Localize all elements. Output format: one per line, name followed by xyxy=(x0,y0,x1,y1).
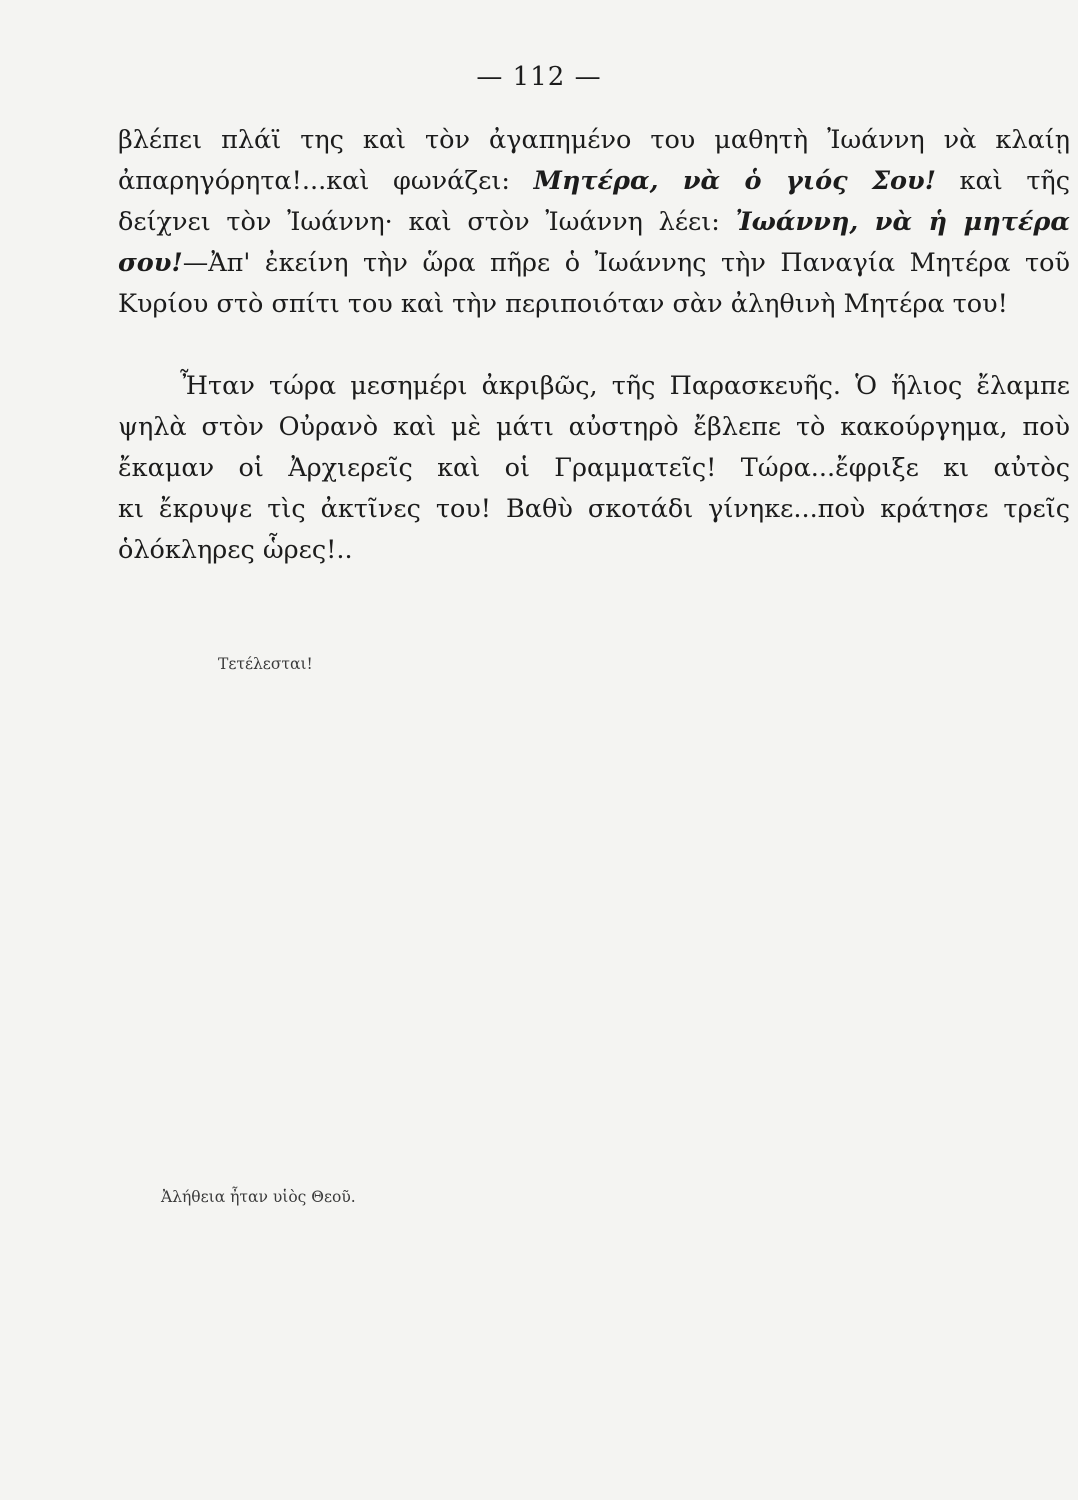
margin-note-son-of-god: Ἀλήθεια ἦταν υἱὸς Θεοῦ. xyxy=(161,1188,356,1206)
margin-note-tetelestai: Τετέλεσται! xyxy=(218,655,313,673)
paragraph-mary-john xyxy=(118,120,1070,325)
emphasis-text: Ἰωάννη, νὰ ἡ μητέρα xyxy=(735,207,1070,237)
text-segment: κι ἔκρυψε τὶς ἀκτῖνες του! Βαθὺ σκοτάδι γίνηκε...ποὺ κράτησε τρεῖς xyxy=(118,494,1070,524)
text-segment: Κυρίου στὸ σπίτι του καὶ τὴν περιποιόταν σὰν ἀληθινὴ Μητέρα του! xyxy=(118,289,1008,319)
text-segment: —Ἀπ' ἐκείνη τὴν ὥρα πῆρε ὁ Ἰωάννης τὴν Παναγία Μητέρα τοῦ xyxy=(182,248,1070,278)
text-segment: ψηλὰ στὸν Οὐρανὸ καὶ μὲ μάτι αὐστηρὸ ἔβλεπε τὸ κακούργημα, ποὺ xyxy=(118,412,1070,442)
text-segment: Ἦταν τώρα μεσημέρι ἀκριβῶς, τῆς Παρασκευῆς. Ὁ ἥλιος ἔλαμπε xyxy=(180,371,1070,401)
text-line xyxy=(118,202,1070,243)
text-line xyxy=(118,120,1070,161)
text-line xyxy=(118,366,1070,407)
text-segment: ἔκαμαν οἱ Ἀρχιερεῖς καὶ οἱ Γραμματεῖς! Τώρα...ἔφριξε κι αὐτὸς xyxy=(118,453,1070,483)
page-number: — 112 — xyxy=(476,62,602,92)
emphasis-text: Μητέρα, νὰ ὁ γιός Σου! xyxy=(533,166,936,196)
text-line xyxy=(118,489,1070,530)
emphasis-text: σου! xyxy=(118,248,183,278)
text-line xyxy=(118,284,1070,325)
paragraph-noon-darkness xyxy=(118,366,1070,571)
text-line xyxy=(118,407,1070,448)
text-line xyxy=(118,243,1070,284)
text-segment: ὁλόκληρες ὧρες!.. xyxy=(118,535,353,565)
text-segment: βλέπει πλάϊ της καὶ τὸν ἀγαπημένο του μαθητὴ Ἰωάννη νὰ κλαίῃ xyxy=(118,125,1070,155)
text-segment: ἀπαρηγόρητα!...καὶ φωνάζει: xyxy=(118,166,534,196)
text-segment: καὶ τῆς xyxy=(935,166,1070,196)
text-line xyxy=(118,530,1070,571)
text-line xyxy=(118,448,1070,489)
text-segment: δείχνει τὸν Ἰωάννη· καὶ στὸν Ἰωάννη λέει: xyxy=(118,207,736,237)
text-line xyxy=(118,161,1070,202)
